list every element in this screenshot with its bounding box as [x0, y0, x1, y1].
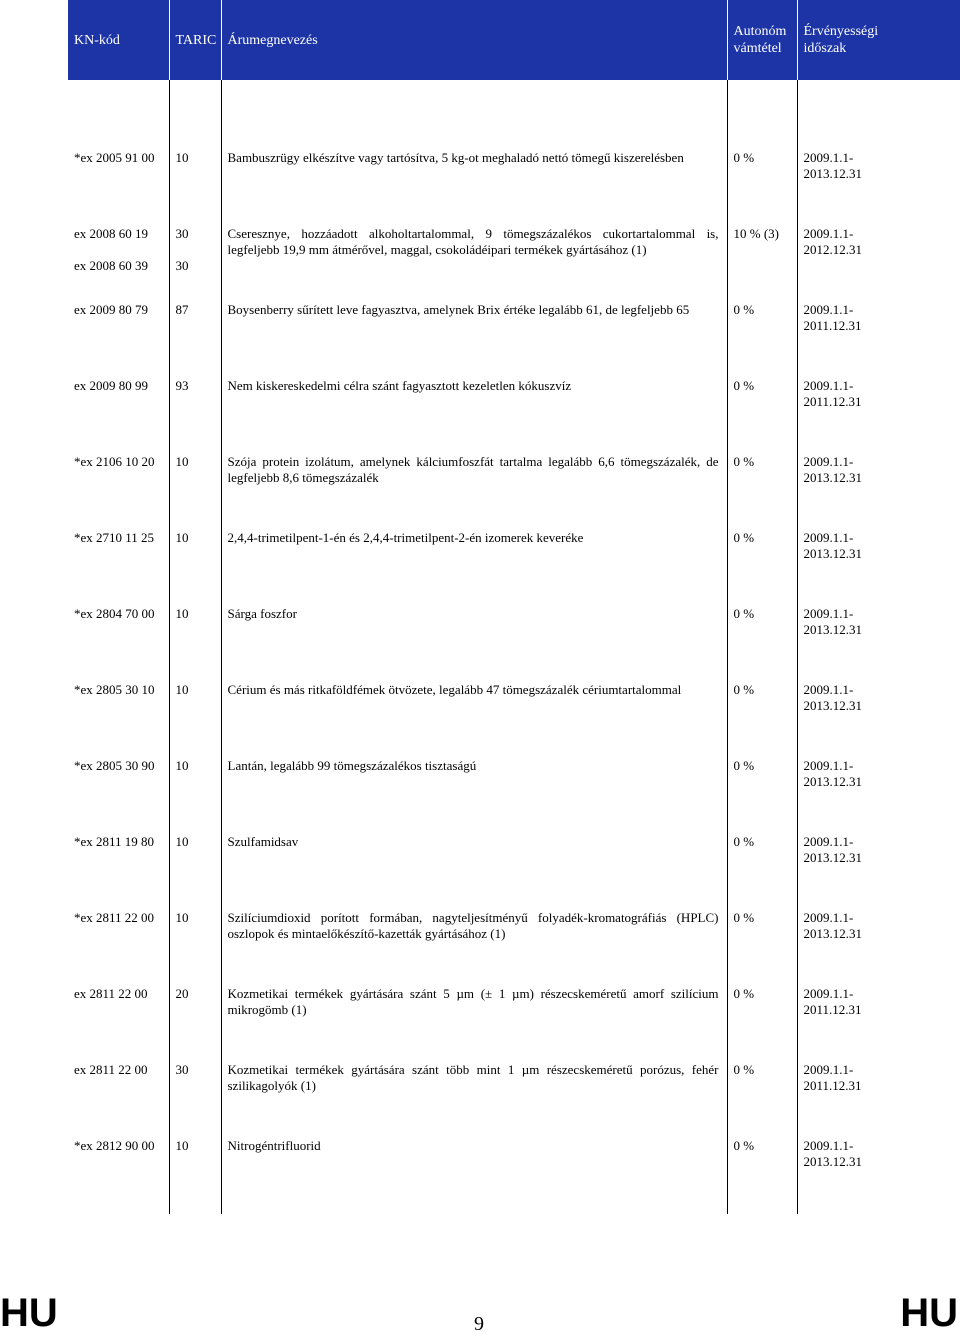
taric-code: 10 — [175, 530, 189, 545]
description-cell: Lantán, legalább 99 tömegszázalékos tisztaságú — [221, 758, 727, 834]
validity-period-cell — [797, 834, 960, 910]
table-row — [68, 682, 960, 758]
kn-code: *ex 2005 91 00 — [74, 150, 155, 165]
taric-cell — [169, 986, 221, 1062]
validity-period-cell — [797, 1138, 960, 1214]
table-row — [68, 1138, 960, 1214]
validity-period-cell — [797, 378, 960, 454]
duty-rate-cell: 0 % — [727, 454, 797, 530]
kn-code-cell — [68, 378, 169, 454]
kn-code-cell — [68, 1138, 169, 1214]
table-header-row — [68, 0, 960, 80]
duty-rate-cell: 0 % — [727, 606, 797, 682]
validity-end: 2011.12.31 — [803, 1078, 862, 1093]
taric-code: 93 — [175, 378, 189, 393]
kn-code-cell — [68, 986, 169, 1062]
header-ervenyessegi-line2: időszak — [803, 41, 847, 56]
header-ervenyessegi-line1: Érvényességi — [803, 24, 879, 39]
table-row — [68, 606, 960, 682]
validity-end: 2013.12.31 — [803, 622, 862, 637]
kn-code-cell — [68, 302, 169, 378]
description-cell: Kozmetikai termékek gyártására szánt 5 µm (± 1 µm) részecskeméretű amorf szilícium mikrogömb (1) — [221, 986, 727, 1062]
table-row — [68, 530, 960, 606]
kn-code: *ex 2106 10 20 — [74, 454, 155, 469]
validity-period-cell — [797, 986, 960, 1062]
table-row — [68, 302, 960, 378]
taric-code: 20 — [175, 986, 189, 1001]
duty-rate-cell: 0 % — [727, 530, 797, 606]
taric-cell — [169, 302, 221, 378]
kn-code: *ex 2812 90 00 — [74, 1138, 155, 1153]
validity-end: 2011.12.31 — [803, 394, 862, 409]
description-cell: Nitrogéntrifluorid — [221, 1138, 727, 1214]
validity-start: 2009.1.1- — [803, 834, 854, 849]
validity-period-cell — [797, 226, 960, 302]
header-spacer-row — [68, 80, 960, 150]
validity-start: 2009.1.1- — [803, 150, 854, 165]
taric-code: 10 — [175, 454, 189, 469]
taric-code: 10 — [175, 150, 189, 165]
validity-start: 2009.1.1- — [803, 986, 854, 1001]
header-ervenyessegi-idoszak — [797, 0, 960, 80]
taric-code: 30 — [175, 258, 189, 273]
spacer-cell — [727, 80, 797, 150]
kn-code: *ex 2805 30 90 — [74, 758, 155, 773]
spacer-cell — [68, 80, 169, 150]
taric-cell — [169, 530, 221, 606]
table-row — [68, 378, 960, 454]
validity-start: 2009.1.1- — [803, 910, 854, 925]
taric-cell — [169, 834, 221, 910]
footer-language-left: HU — [0, 1291, 58, 1335]
taric-code: 10 — [175, 910, 189, 925]
description-cell: Nem kiskereskedelmi célra szánt fagyasztott kezeletlen kókuszvíz — [221, 378, 727, 454]
validity-end: 2013.12.31 — [803, 774, 862, 789]
validity-end: 2013.12.31 — [803, 698, 862, 713]
taric-cell — [169, 1138, 221, 1214]
validity-period-cell — [797, 682, 960, 758]
description-cell: Kozmetikai termékek gyártására szánt több mint 1 µm részecskeméretű porózus, fehér szilikagolyók (1) — [221, 1062, 727, 1138]
taric-cell — [169, 378, 221, 454]
taric-code: 10 — [175, 834, 189, 849]
validity-period-cell — [797, 606, 960, 682]
table-row — [68, 1062, 960, 1138]
validity-period-cell — [797, 302, 960, 378]
taric-code: 10 — [175, 606, 189, 621]
duty-rate-cell: 0 % — [727, 1062, 797, 1138]
validity-start: 2009.1.1- — [803, 530, 854, 545]
spacer-cell — [221, 80, 727, 150]
validity-period-cell — [797, 910, 960, 986]
kn-code-cell — [68, 150, 169, 226]
duty-rate-cell: 0 % — [727, 1138, 797, 1214]
header-autonom-line2: vámtétel — [733, 41, 782, 56]
kn-code-cell — [68, 910, 169, 986]
kn-code: *ex 2710 11 25 — [74, 530, 155, 545]
kn-code: ex 2811 22 00 — [74, 1062, 148, 1077]
kn-code-cell — [68, 606, 169, 682]
description-cell: Sárga foszfor — [221, 606, 727, 682]
validity-end: 2011.12.31 — [803, 1002, 862, 1017]
validity-period-cell — [797, 454, 960, 530]
validity-end: 2013.12.31 — [803, 470, 862, 485]
table-row — [68, 150, 960, 226]
duty-rate-cell: 0 % — [727, 378, 797, 454]
duty-rate-cell: 0 % — [727, 986, 797, 1062]
page-number: 9 — [474, 1313, 484, 1335]
validity-period-cell — [797, 758, 960, 834]
validity-start: 2009.1.1- — [803, 378, 854, 393]
description-cell: 2,4,4-trimetilpent-1-én és 2,4,4-trimetilpent-2-én izomerek keveréke — [221, 530, 727, 606]
kn-code-cell — [68, 226, 169, 302]
kn-code: *ex 2811 19 80 — [74, 834, 155, 849]
duty-rate-cell: 0 % — [727, 302, 797, 378]
kn-code: ex 2008 60 19 — [74, 226, 149, 241]
validity-start: 2009.1.1- — [803, 758, 854, 773]
description-cell: Szója protein izolátum, amelynek kálciumfoszfát tartalma legalább 6,6 tömegszázalék, de legfeljebb 8,6 tömegszázalék — [221, 454, 727, 530]
taric-cell — [169, 758, 221, 834]
taric-code: 87 — [175, 302, 189, 317]
table-row — [68, 910, 960, 986]
validity-start: 2009.1.1- — [803, 1138, 854, 1153]
validity-end: 2012.12.31 — [803, 242, 862, 257]
spacer-cell — [169, 80, 221, 150]
tariff-table — [68, 0, 960, 1214]
validity-period-cell — [797, 1062, 960, 1138]
taric-code: 10 — [175, 1138, 189, 1153]
validity-start: 2009.1.1- — [803, 302, 854, 317]
description-cell: Boysenberry sűrített leve fagyasztva, amelynek Brix értéke legalább 61, de legfeljebb 65 — [221, 302, 727, 378]
taric-cell — [169, 226, 221, 302]
validity-end: 2013.12.31 — [803, 1154, 862, 1169]
header-autonom-vamtetel — [727, 0, 797, 80]
description-cell: Szulfamidsav — [221, 834, 727, 910]
kn-code: ex 2008 60 39 — [74, 258, 149, 273]
kn-code-cell — [68, 454, 169, 530]
taric-code: 30 — [175, 1062, 189, 1077]
taric-cell — [169, 454, 221, 530]
validity-start: 2009.1.1- — [803, 226, 854, 241]
validity-start: 2009.1.1- — [803, 454, 854, 469]
duty-rate-cell: 0 % — [727, 834, 797, 910]
footer-language-right: HU — [900, 1291, 958, 1335]
taric-cell — [169, 150, 221, 226]
taric-cell — [169, 1062, 221, 1138]
validity-end: 2011.12.31 — [803, 318, 862, 333]
validity-end: 2013.12.31 — [803, 926, 862, 941]
kn-code-cell — [68, 834, 169, 910]
taric-code: 10 — [175, 682, 189, 697]
header-kn-kod: KN-kód — [68, 0, 169, 80]
description-cell: Cseresznye, hozzáadott alkoholtartalommal, 9 tömegszázalékos cukortartalommal is, legfeljebb 19,9 mm átmérővel, maggal, csokoládéipari termékek gyártásához (1) — [221, 226, 727, 302]
taric-code: 30 — [175, 226, 189, 241]
validity-start: 2009.1.1- — [803, 606, 854, 621]
kn-code-cell — [68, 758, 169, 834]
kn-code-cell — [68, 530, 169, 606]
kn-code: ex 2009 80 79 — [74, 302, 149, 317]
description-cell: Szilíciumdioxid porított formában, nagyteljesítményű folyadék-kromatográfiás (HPLC) oszlopok és mintaelőkészítő-kazetták gyártásához (1) — [221, 910, 727, 986]
table-row — [68, 454, 960, 530]
taric-cell — [169, 682, 221, 758]
header-autonom-line1: Autonóm — [733, 24, 787, 39]
taric-cell — [169, 606, 221, 682]
spacer-cell — [797, 80, 960, 150]
kn-code: ex 2811 22 00 — [74, 986, 148, 1001]
kn-code: *ex 2805 30 10 — [74, 682, 155, 697]
table-row — [68, 758, 960, 834]
kn-code: *ex 2804 70 00 — [74, 606, 155, 621]
line-gap — [74, 242, 163, 258]
kn-code: ex 2009 80 99 — [74, 378, 149, 393]
table-row — [68, 834, 960, 910]
taric-cell — [169, 910, 221, 986]
duty-rate-cell: 0 % — [727, 910, 797, 986]
taric-code: 10 — [175, 758, 189, 773]
description-cell: Cérium és más ritkaföldfémek ötvözete, legalább 47 tömegszázalék cériumtartalommal — [221, 682, 727, 758]
validity-period-cell — [797, 150, 960, 226]
header-arumegnevezes: Árumegnevezés — [221, 0, 727, 80]
validity-start: 2009.1.1- — [803, 1062, 854, 1077]
kn-code-cell — [68, 1062, 169, 1138]
kn-code-cell — [68, 682, 169, 758]
line-gap — [176, 242, 215, 258]
duty-rate-cell: 0 % — [727, 682, 797, 758]
validity-end: 2013.12.31 — [803, 850, 862, 865]
table-row — [68, 986, 960, 1062]
description-cell: Bambuszrügy elkészítve vagy tartósítva, 5 kg-ot meghaladó nettó tömegű kiszerelésben — [221, 150, 727, 226]
duty-rate-cell: 0 % — [727, 758, 797, 834]
validity-start: 2009.1.1- — [803, 682, 854, 697]
duty-rate-cell: 0 % — [727, 150, 797, 226]
validity-end: 2013.12.31 — [803, 546, 862, 561]
table-row — [68, 226, 960, 302]
duty-rate-cell: 10 % (3) — [727, 226, 797, 302]
validity-period-cell — [797, 530, 960, 606]
header-taric: TARIC — [169, 0, 221, 80]
kn-code: *ex 2811 22 00 — [74, 910, 155, 925]
validity-end: 2013.12.31 — [803, 166, 862, 181]
